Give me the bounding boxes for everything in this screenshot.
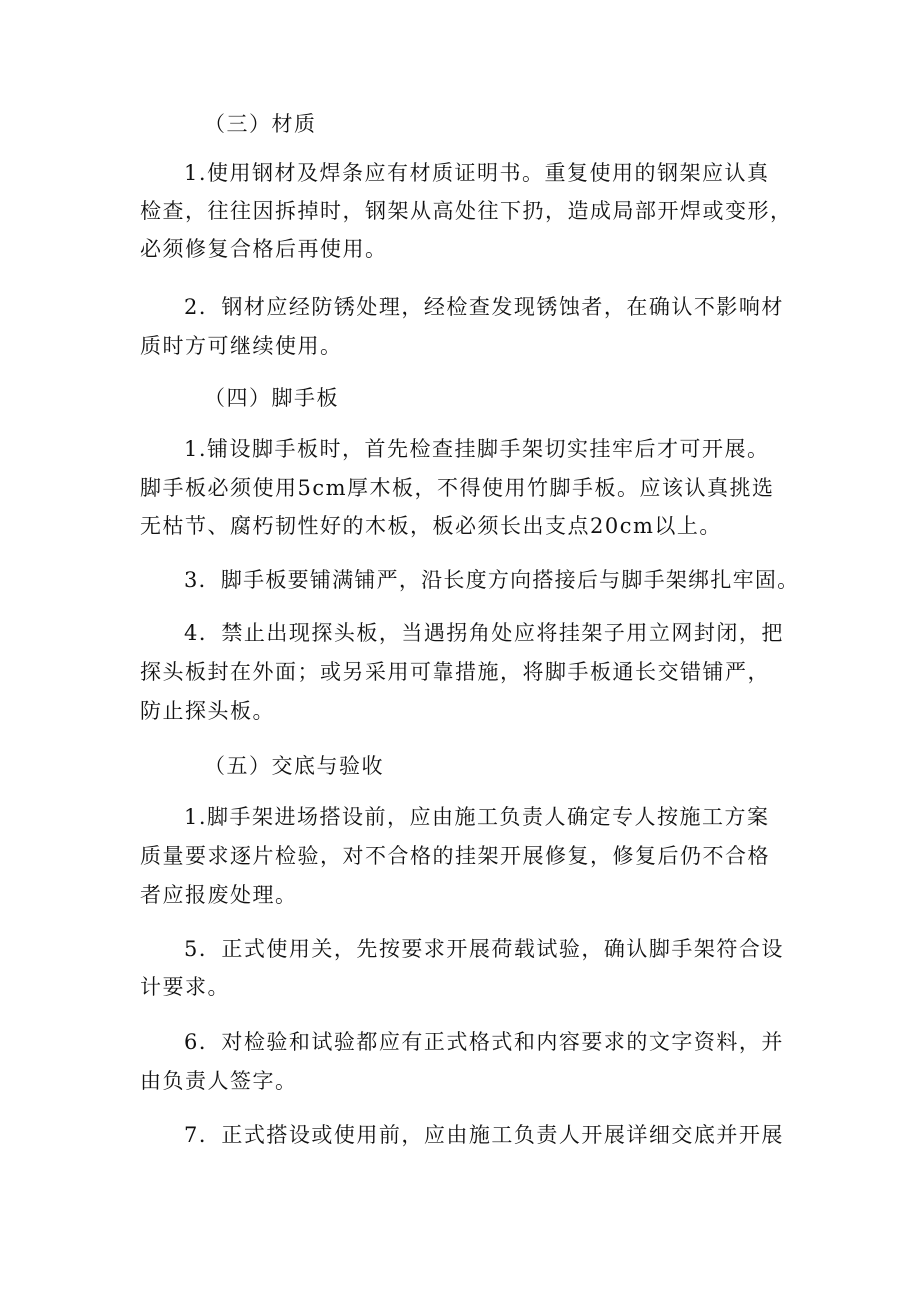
paragraph-line: 质时方可继续使用。 [140, 334, 343, 358]
section-heading: （五）交底与验收 [204, 754, 384, 778]
section-heading: （四）脚手板 [204, 386, 339, 410]
paragraph-line: 者应报废处理。 [140, 883, 298, 907]
paragraph-line: 5．正式使用关，先按要求开展荷载试验，确认脚手架符合设 [184, 937, 784, 961]
paragraph-line: 1.铺设脚手板时，首先检查挂脚手架切实挂牢后才可开展。 [184, 437, 770, 461]
paragraph-line: 1.使用钢材及焊条应有材质证明书。重复使用的钢架应认真 [184, 161, 770, 185]
section-heading: （三）材质 [204, 112, 317, 136]
paragraph-line: 6．对检验和试验都应有正式格式和内容要求的文字资料，并 [184, 1030, 784, 1054]
paragraph-line: 由负责人签字。 [140, 1069, 298, 1093]
paragraph-line: 检查，往往因拆掉时，钢架从高处往下扔，造成局部开焊或变形， [140, 199, 793, 223]
paragraph-line: 无枯节、腐朽韧性好的木板，板必须长出支点20cm以上。 [140, 514, 722, 538]
paragraph-line: 脚手板必须使用5cm厚木板，不得使用竹脚手板。应该认真挑选 [140, 476, 775, 500]
paragraph-line: 防止探头板。 [140, 699, 275, 723]
paragraph-line: 2．钢材应经防锈处理，经检查发现锈蚀者，在确认不影响材 [184, 295, 784, 319]
paragraph-line: 4．禁止出现探头板，当遇拐角处应将挂架子用立网封闭，把 [184, 621, 784, 645]
paragraph-line: 1.脚手架进场搭设前，应由施工负责人确定专人按施工方案 [184, 805, 770, 829]
paragraph-line: 质量要求逐片检验，对不合格的挂架开展修复，修复后仍不合格 [140, 844, 770, 868]
paragraph-line: 3．脚手板要铺满铺严，沿长度方向搭接后与脚手架绑扎牢固。 [184, 568, 800, 592]
paragraph-line: 必须修复合格后再使用。 [140, 237, 388, 261]
paragraph-line: 探头板封在外面；或另采用可靠措施，将脚手板通长交错铺严， [140, 660, 770, 684]
paragraph-line: 计要求。 [140, 975, 230, 999]
paragraph-line: 7．正式搭设或使用前，应由施工负责人开展详细交底并开展 [184, 1123, 784, 1147]
